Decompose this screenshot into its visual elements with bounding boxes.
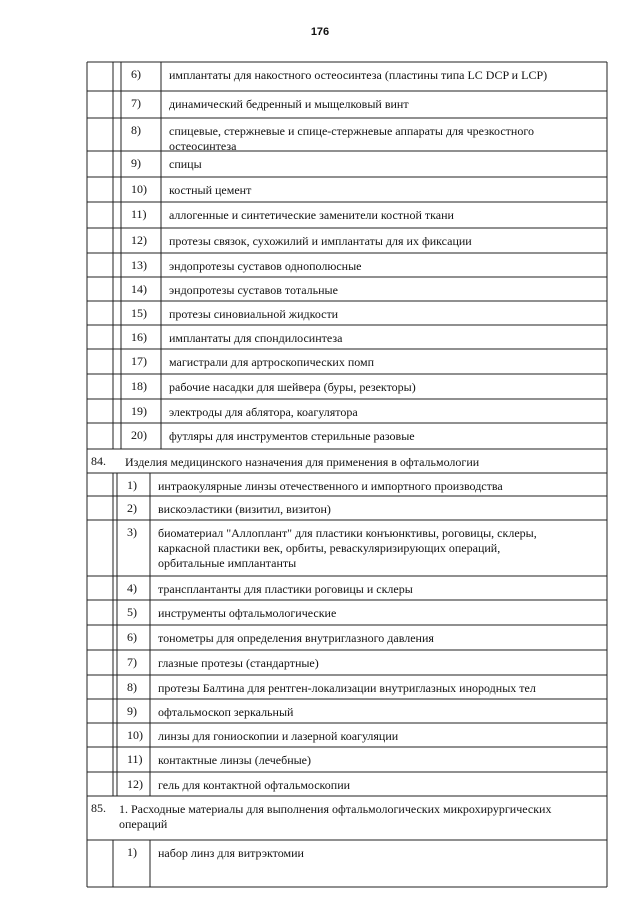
item-number: 18) <box>131 379 147 393</box>
item-description: набор линз для витрэктомии <box>158 846 304 860</box>
item-number: 6) <box>131 67 141 81</box>
section-number: 84. <box>91 454 106 468</box>
item-number: 4) <box>127 581 137 595</box>
item-description: костный цемент <box>169 183 252 197</box>
item-description: имплантаты для спондилосинтеза <box>169 331 343 345</box>
section-title: 1. Расходные материалы для выполнения офтальмологических микрохирургических <box>119 802 552 816</box>
item-number: 9) <box>127 704 137 718</box>
item-number: 1) <box>127 845 137 859</box>
item-description: протезы синовиальной жидкости <box>169 307 339 321</box>
item-description: протезы связок, сухожилий и имплантаты для их фиксации <box>169 234 472 248</box>
item-number: 14) <box>131 282 147 296</box>
item-number: 8) <box>131 123 141 137</box>
item-description: электроды для аблятора, коагулятора <box>169 405 358 419</box>
item-number: 20) <box>131 428 147 442</box>
item-number: 5) <box>127 605 137 619</box>
item-description: аллогенные и синтетические заменители костной ткани <box>169 208 454 222</box>
item-description: интраокулярные линзы отечественного и импортного производства <box>158 479 503 493</box>
section-number: 85. <box>91 801 106 815</box>
section-title: Изделия медицинского назначения для применения в офтальмологии <box>125 455 480 469</box>
item-number: 6) <box>127 630 137 644</box>
item-number: 2) <box>127 501 137 515</box>
item-number: 7) <box>131 96 141 110</box>
item-description: каркасной пластики век, орбиты, реваскуляризирующих операций, <box>158 541 501 555</box>
item-number: 11) <box>127 752 143 766</box>
item-description: динамический бедренный и мыщелковый винт <box>169 97 409 111</box>
item-description: имплантаты для накостного остеосинтеза (пластины типа LC DCP и LCP) <box>169 68 548 82</box>
item-number: 10) <box>131 182 147 196</box>
item-description: протезы Балтина для рентген-локализации внутриглазных инородных тел <box>158 681 536 695</box>
item-description: офтальмоскоп зеркальный <box>158 705 294 719</box>
item-description: инструменты офтальмологические <box>158 606 337 620</box>
section-title: операций <box>119 817 168 831</box>
page-number: 176 <box>310 26 330 38</box>
item-number: 13) <box>131 258 147 272</box>
item-description: биоматериал "Аллоплант" для пластики конъюнктивы, роговицы, склеры, <box>158 526 537 540</box>
item-number: 19) <box>131 404 147 418</box>
item-number: 7) <box>127 655 137 669</box>
item-description: контактные линзы (лечебные) <box>158 753 312 767</box>
item-description: спицевые, стержневые и спице-стержневые аппараты для чрезкостного <box>169 124 534 138</box>
item-number: 12) <box>127 777 143 791</box>
item-number: 1) <box>127 478 137 492</box>
item-description: глазные протезы (стандартные) <box>158 656 319 670</box>
item-description: магистрали для артроскопических помп <box>169 355 375 369</box>
item-number: 17) <box>131 354 147 368</box>
item-number: 11) <box>131 207 147 221</box>
item-number: 12) <box>131 233 147 247</box>
item-number: 15) <box>131 306 147 320</box>
item-description: эндопротезы суставов однополюсные <box>169 259 362 273</box>
item-description: линзы для гониоскопии и лазерной коагуляции <box>158 729 399 743</box>
item-number: 9) <box>131 156 141 170</box>
item-description: спицы <box>169 157 202 171</box>
item-description: эндопротезы суставов тотальные <box>169 283 338 297</box>
item-description: вискоэластики (визитил, визитон) <box>158 502 331 516</box>
item-number: 16) <box>131 330 147 344</box>
item-description: гель для контактной офтальмоскопии <box>158 778 351 792</box>
item-number: 10) <box>127 728 143 742</box>
item-number: 8) <box>127 680 137 694</box>
item-description: тонометры для определения внутриглазного давления <box>158 631 434 645</box>
item-description: орбитальные имплантанты <box>158 556 297 570</box>
item-description: рабочие насадки для шейвера (буры, резекторы) <box>169 380 416 394</box>
item-description: остеосинтеза <box>169 139 237 153</box>
item-description: футляры для инструментов стерильные разовые <box>169 429 415 443</box>
item-description: трансплантанты для пластики роговицы и склеры <box>158 582 413 596</box>
item-number: 3) <box>127 525 137 539</box>
